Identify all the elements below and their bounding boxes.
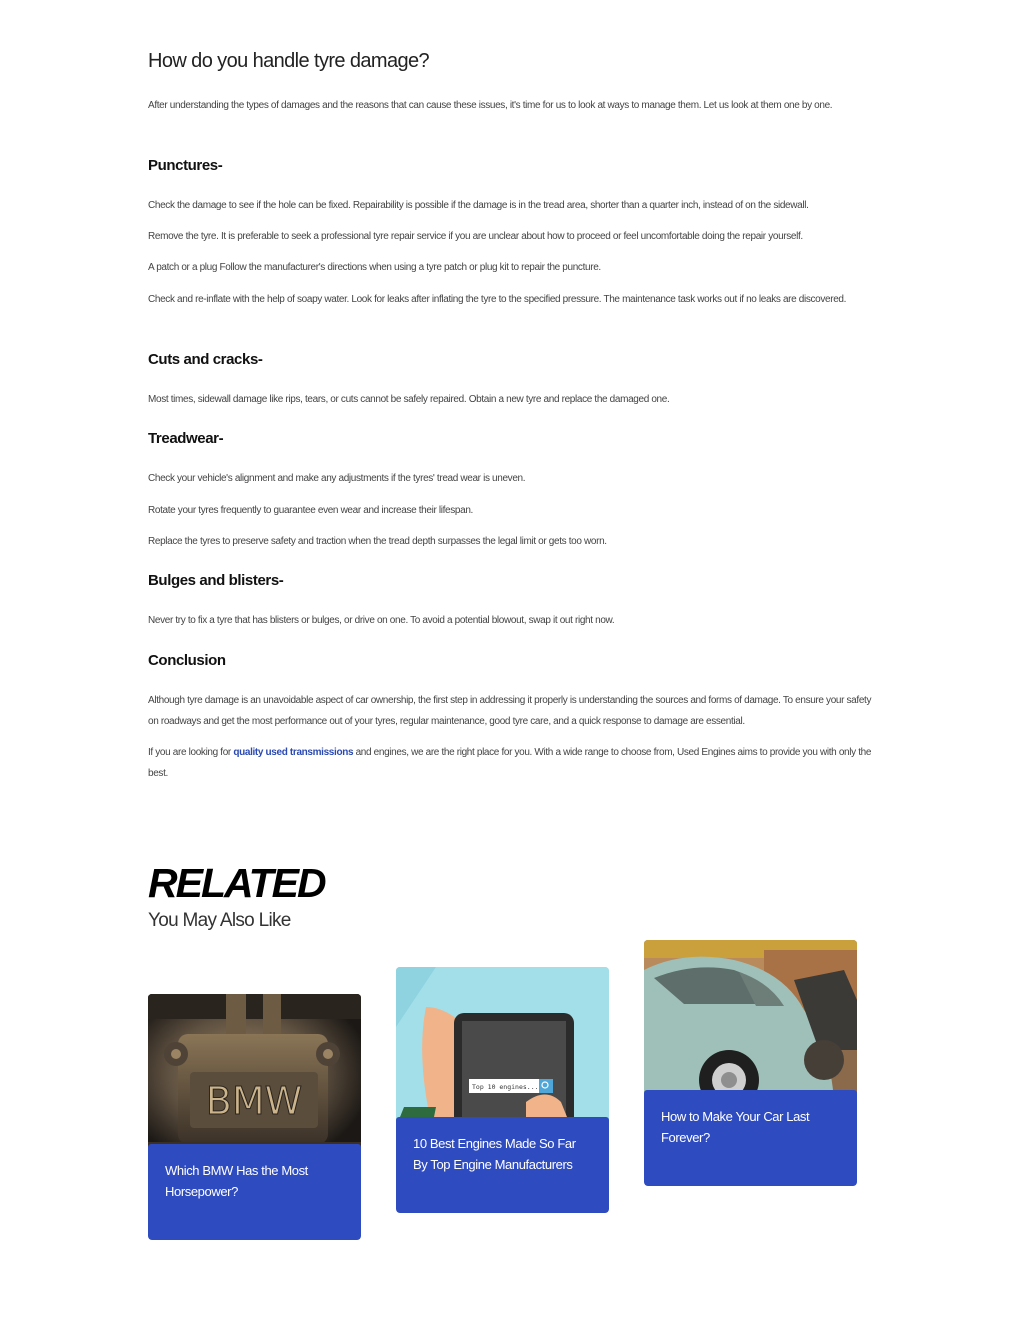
paragraph: Check and re-inflate with the help of soapy water. Look for leaks after inflating the tyre to the specified pressure. The maintenance task works out if no leaks are discovered. — [148, 294, 847, 305]
used-transmissions-link[interactable]: quality used transmissions — [233, 747, 354, 758]
card-title[interactable]: Which BMW Has the Most Horsepower? — [165, 1163, 308, 1199]
paragraph: Never try to fix a tyre that has blisters or bulges, or drive on one. To avoid a potential blowout, swap it out right now. — [148, 615, 615, 626]
card-caption — [148, 1144, 361, 1240]
svg-text:BMW: BMW — [205, 1079, 303, 1123]
related-card-bmw[interactable] — [148, 994, 361, 1240]
paragraph: Although tyre damage is an unavoidable aspect of car ownership, the first step in addressing it properly is understanding the sources and forms of damage. To ensure your safety on roadways and get the most performance out of your tyres, regular maintenance, good tyre care, and a quick response to damage are essential. — [148, 695, 872, 727]
bmw-engine-photo-icon — [148, 994, 361, 1154]
card-caption — [396, 1117, 609, 1213]
card-caption — [644, 1090, 857, 1186]
treadwear-heading: Treadwear- — [148, 430, 224, 447]
text: and engines, we are the right place for you. With a wide range to choose from, Used Engines aims to provide you with only the best. — [148, 747, 872, 779]
related-card-car-last[interactable] — [644, 940, 857, 1186]
cuts-heading: Cuts and cracks- — [148, 351, 263, 368]
intro-paragraph: After understanding the types of damages and the reasons that can cause these issues, it's time for us to look at ways to manage them. Let us look at them one by one. — [148, 100, 833, 111]
bulges-heading: Bulges and blisters- — [148, 572, 284, 589]
conclusion-heading: Conclusion — [148, 652, 226, 669]
paragraph: A patch or a plug Follow the manufacturer's directions when using a tyre patch or plug kit to repair the puncture. — [148, 262, 601, 273]
related-card-engines[interactable] — [396, 967, 609, 1213]
paragraph: Remove the tyre. It is preferable to seek a professional tyre repair service if you are unclear about how to proceed or feel uncomfortable doing the repair yourself. — [148, 231, 803, 242]
related-subtitle: You May Also Like — [148, 910, 291, 931]
section-heading: How do you handle tyre damage? — [148, 50, 430, 72]
paragraph: Check your vehicle's alignment and make any adjustments if the tyres' tread wear is uneven. — [148, 473, 526, 484]
paragraph: Most times, sidewall damage like rips, tears, or cuts cannot be safely repaired. Obtain a new tyre and replace the damaged one. — [148, 394, 670, 405]
paragraph — [148, 743, 878, 784]
card-title[interactable]: How to Make Your Car Last Forever? — [661, 1109, 810, 1145]
paragraph: Rotate your tyres frequently to guarantee even wear and increase their lifespan. — [148, 505, 473, 516]
text: If you are looking for — [148, 747, 234, 758]
paragraph: Replace the tyres to preserve safety and traction when the tread depth surpasses the legal limit or gets too worn. — [148, 536, 607, 547]
punctures-heading: Punctures- — [148, 157, 223, 174]
search-box-text: Top 10 engines... — [472, 1083, 539, 1091]
paragraph: Check the damage to see if the hole can be fixed. Repairability is possible if the damage is in the tread area, shorter than a quarter inch, instead of on the sidewall. — [148, 200, 809, 211]
related-title: RELATED — [148, 860, 325, 906]
tablet-search-illustration-icon — [396, 967, 609, 1127]
card-title[interactable]: 10 Best Engines Made So Far By Top Engine Manufacturers — [413, 1136, 576, 1172]
vintage-car-photo-icon — [644, 940, 857, 1100]
